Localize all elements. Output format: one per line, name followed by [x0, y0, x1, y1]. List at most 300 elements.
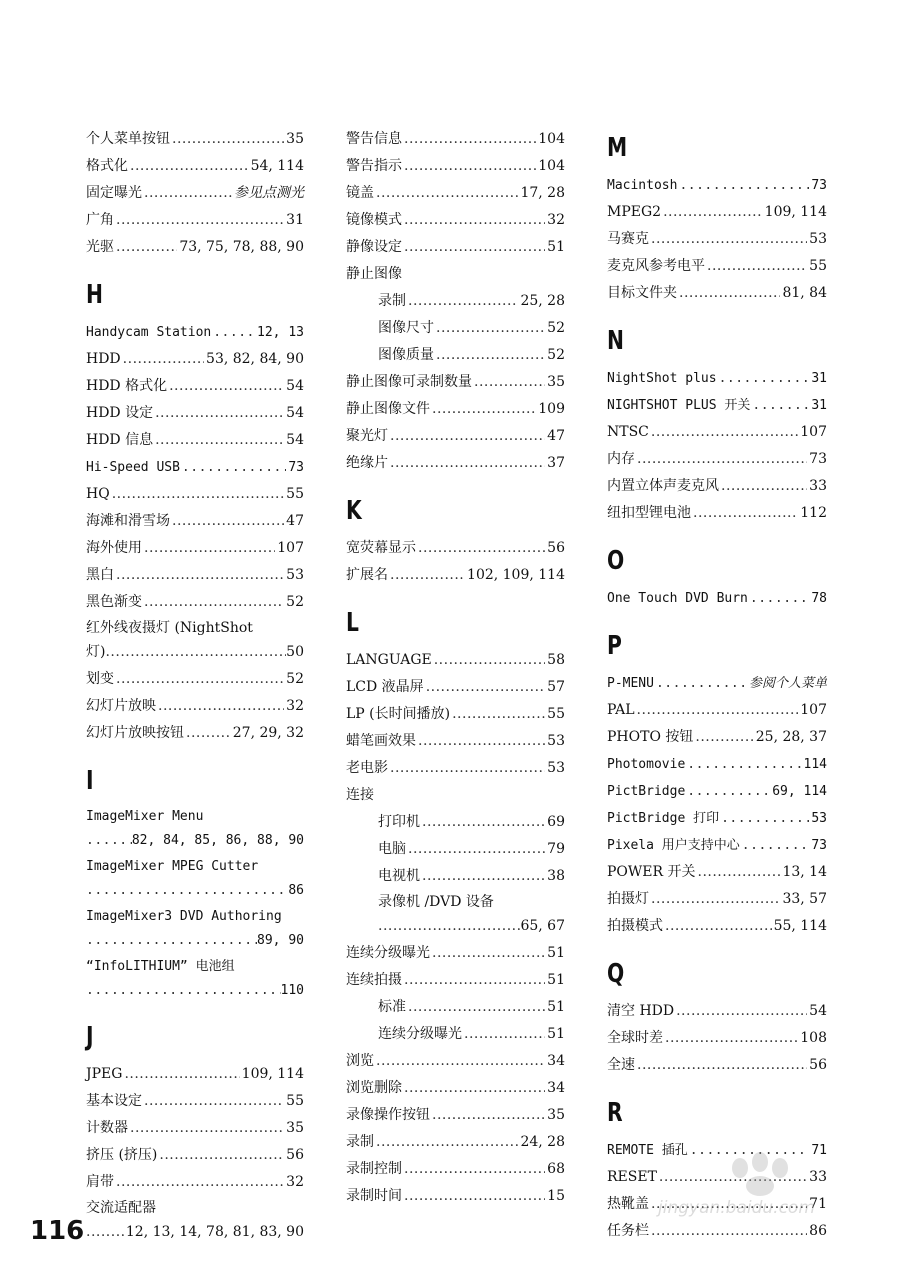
- page-ref: 54: [286, 432, 304, 448]
- index-entry: [607, 724, 827, 751]
- leader-dots: [86, 979, 281, 1003]
- page-ref: 102, 109, 114: [467, 567, 565, 583]
- index-entry: [86, 454, 304, 481]
- entry-label: 马赛克: [607, 231, 649, 247]
- leader-dots: [213, 319, 255, 346]
- leader-dots: [679, 280, 780, 307]
- leader-dots: [105, 640, 286, 664]
- leader-dots: [679, 172, 809, 199]
- entry-label-cont: 灯): [86, 644, 106, 660]
- index-entry: [346, 288, 565, 315]
- index-entry: [607, 1025, 827, 1052]
- page-ref: 114: [803, 757, 827, 772]
- index-entry: [607, 280, 827, 307]
- entry-label: 海滩和滑雪场: [86, 513, 170, 529]
- entry-label: 警告信息: [346, 131, 402, 147]
- leader-dots: [422, 863, 545, 890]
- index-entry: [346, 180, 565, 207]
- leader-dots: [404, 1156, 545, 1183]
- page-ref: 51: [547, 1026, 565, 1042]
- entry-label: ImageMixer3 DVD Authoring: [86, 909, 282, 924]
- leader-dots: [390, 450, 545, 477]
- leader-dots: [687, 778, 770, 805]
- page-ref: 25, 28, 37: [755, 729, 827, 745]
- index-entry: [607, 913, 827, 940]
- entry-continuation: [86, 640, 304, 664]
- index-entry: [86, 955, 304, 1003]
- leader-dots: [474, 369, 545, 396]
- page-ref: 25, 28: [520, 293, 565, 309]
- see-also-ref: 参阅个人菜单: [748, 676, 827, 691]
- page-ref: 12, 13, 14, 78, 81, 83, 90: [125, 1224, 304, 1240]
- page-ref: 112: [800, 505, 827, 521]
- entry-label: 挤压 (挤压): [86, 1147, 158, 1163]
- index-heading: 静止图像: [346, 266, 402, 282]
- page-ref: 51: [547, 972, 565, 988]
- entry-label: 广角: [86, 212, 114, 228]
- entry-label: 清空 HDD: [607, 1003, 675, 1019]
- entry-label: HDD 格式化: [86, 378, 168, 394]
- entry-label: 拍摄灯: [607, 891, 649, 907]
- section-letter: P: [607, 631, 622, 661]
- leader-dots: [390, 423, 545, 450]
- index-entry: [607, 697, 827, 724]
- page-ref: 34: [547, 1080, 565, 1096]
- entry-label: 扩展名: [346, 567, 388, 583]
- leader-dots: [404, 126, 536, 153]
- leader-dots: [186, 720, 231, 747]
- index-entry: [346, 755, 565, 782]
- entry-label: PHOTO 按钮: [607, 729, 694, 745]
- page-ref: 107: [277, 540, 304, 556]
- leader-dots: [426, 674, 545, 701]
- page-ref: 73: [288, 460, 304, 475]
- leader-dots: [464, 1021, 545, 1048]
- page-ref: 35: [547, 1107, 565, 1123]
- page-ref: 47: [286, 513, 304, 529]
- index-entry: [346, 1075, 565, 1102]
- page-ref: 51: [547, 945, 565, 961]
- entry-label: 幻灯片放映: [86, 698, 156, 714]
- page-ref: 89, 90: [257, 933, 304, 948]
- entry-label: REMOTE 插孔: [607, 1143, 688, 1158]
- leader-dots: [155, 427, 284, 454]
- leader-dots: [130, 153, 249, 180]
- watermark-text: jingyan.baidu.com: [658, 1198, 815, 1218]
- page-ref: 32: [286, 698, 304, 714]
- index-entry: [346, 126, 565, 153]
- page-ref: 34: [547, 1053, 565, 1069]
- entry-label: LP (长时间播放): [346, 706, 451, 722]
- index-entry: [86, 180, 304, 207]
- entry-label: ImageMixer MPEG Cutter: [86, 859, 259, 874]
- page-ref: 54: [286, 405, 304, 421]
- index-entry: [86, 805, 304, 853]
- page-ref: 52: [547, 347, 565, 363]
- leader-dots: [376, 1129, 518, 1156]
- section-letter: L: [346, 608, 359, 638]
- leader-dots: [422, 809, 545, 836]
- index-entry: [86, 400, 304, 427]
- page-ref: 109, 114: [764, 204, 827, 220]
- entry-label: PictBridge: [607, 784, 686, 799]
- leader-dots: [116, 562, 284, 589]
- page-ref: 73: [811, 838, 827, 853]
- page-ref: 71: [809, 1196, 827, 1212]
- section-letter: M: [607, 133, 628, 163]
- leader-dots: [159, 1142, 284, 1169]
- entry-label: 静止图像文件: [346, 401, 430, 417]
- entry-label: One Touch DVD Burn: [607, 591, 748, 606]
- index-entry: [346, 1021, 565, 1048]
- page-ref: 73: [809, 451, 827, 467]
- index-entry: [86, 1196, 304, 1244]
- index-entry: [607, 778, 827, 805]
- leader-dots: [637, 1052, 807, 1079]
- page-ref: 31: [811, 398, 827, 413]
- page-ref: 54: [809, 1003, 827, 1019]
- entry-label: 图像质量: [378, 347, 434, 363]
- leader-dots: [432, 396, 536, 423]
- entry-label: HDD 信息: [86, 432, 154, 448]
- leader-dots: [651, 419, 798, 446]
- entry-label: 目标文件夹: [607, 285, 677, 301]
- page-ref: 109, 114: [241, 1066, 304, 1082]
- leader-dots: [663, 199, 763, 226]
- index-entry: [86, 207, 304, 234]
- leader-dots: [408, 994, 545, 1021]
- page-ref: 55: [809, 258, 827, 274]
- leader-dots: [432, 940, 545, 967]
- page-ref: 107: [800, 424, 827, 440]
- entry-label: NTSC: [607, 424, 649, 440]
- entry-label: 录制控制: [346, 1161, 402, 1177]
- leader-dots: [719, 365, 810, 392]
- leader-dots: [169, 373, 284, 400]
- index-entry: [607, 670, 827, 697]
- index-entry: [607, 419, 827, 446]
- page-ref: 53: [547, 733, 565, 749]
- index-entry: [346, 674, 565, 701]
- index-entry: [346, 1156, 565, 1183]
- entry-label: HDD: [86, 351, 121, 367]
- leader-dots: [144, 1088, 284, 1115]
- entry-label: ImageMixer Menu: [86, 809, 204, 824]
- entry-label: 录像机 /DVD 设备: [378, 894, 494, 910]
- index-entry: [86, 481, 304, 508]
- leader-dots: [651, 226, 807, 253]
- page-ref: 24, 28: [520, 1134, 565, 1150]
- page-ref: 78: [811, 591, 827, 606]
- entry-label: 计数器: [86, 1120, 128, 1136]
- see-also-ref: 参见点测光: [234, 185, 304, 201]
- entry-continuation: [346, 914, 565, 938]
- entry-label: 聚光灯: [346, 428, 388, 444]
- index-entry: [346, 562, 565, 589]
- section-letter: O: [607, 546, 625, 576]
- page-ref: 58: [547, 652, 565, 668]
- page-ref: 17, 28: [520, 185, 565, 201]
- index-entry: [607, 172, 827, 199]
- leader-dots: [390, 562, 465, 589]
- entry-continuation: [86, 929, 304, 953]
- entry-label: Photomovie: [607, 757, 686, 772]
- leader-dots: [721, 473, 807, 500]
- page-ref: 38: [547, 868, 565, 884]
- page-ref: 79: [547, 841, 565, 857]
- leader-dots: [116, 234, 177, 261]
- index-entry: [346, 369, 565, 396]
- page-ref: 53: [809, 231, 827, 247]
- page-ref: 73, 75, 78, 88, 90: [179, 239, 304, 255]
- entry-label: 打印机: [378, 814, 420, 830]
- leader-dots: [418, 535, 545, 562]
- leader-dots: [656, 670, 747, 697]
- leader-dots: [698, 859, 781, 886]
- index-entry: [86, 1142, 304, 1169]
- leader-dots: [144, 589, 284, 616]
- entry-label: LANGUAGE: [346, 652, 432, 668]
- index-entry: [86, 720, 304, 747]
- entry-label: P-MENU: [607, 676, 654, 691]
- index-column-3: [607, 126, 827, 1245]
- entry-label: LCD 液晶屏: [346, 679, 424, 695]
- index-entry: [607, 886, 827, 913]
- page-ref: 73: [811, 178, 827, 193]
- entry-label: 内存: [607, 451, 635, 467]
- leader-dots: [172, 508, 284, 535]
- leader-dots: [408, 836, 545, 863]
- entry-label: 录制: [346, 1134, 374, 1150]
- leader-dots: [721, 805, 809, 832]
- index-entry: [607, 253, 827, 280]
- index-entry: [346, 967, 565, 994]
- index-entry: [346, 234, 565, 261]
- page-ref: 33: [809, 1169, 827, 1185]
- leader-dots: [86, 829, 132, 853]
- page-ref: 47: [547, 428, 565, 444]
- page-ref: 55: [286, 486, 304, 502]
- page-ref: 52: [547, 320, 565, 336]
- leader-dots: [112, 481, 284, 508]
- page-ref: 56: [809, 1057, 827, 1073]
- entry-label: 格式化: [86, 158, 128, 174]
- leader-dots: [750, 585, 809, 612]
- entry-label: 划变: [86, 671, 114, 687]
- page-ref: 82, 84, 85, 86, 88, 90: [131, 833, 304, 848]
- entry-label: Macintosh: [607, 178, 678, 193]
- page-ref: 53: [286, 567, 304, 583]
- entry-label: 全速: [607, 1057, 635, 1073]
- index-entry: [86, 1088, 304, 1115]
- index-entry: [346, 994, 565, 1021]
- leader-dots: [116, 1169, 284, 1196]
- page-number: 116: [30, 1216, 85, 1246]
- entry-label: 静像设定: [346, 239, 402, 255]
- entry-label: 电脑: [378, 841, 406, 857]
- entry-label: 红外线夜摄灯 (NightShot: [86, 620, 253, 636]
- entry-label: HQ: [86, 486, 110, 502]
- index-entry: [607, 199, 827, 226]
- index-entry: [346, 863, 565, 890]
- leader-dots: [172, 126, 284, 153]
- index-entry: [346, 315, 565, 342]
- entry-label: 黑色渐变: [86, 594, 142, 610]
- entry-label: 警告指示: [346, 158, 402, 174]
- index-entry: [607, 473, 827, 500]
- page-ref: 35: [286, 1120, 304, 1136]
- leader-dots: [637, 697, 799, 724]
- leader-dots: [404, 234, 545, 261]
- page-ref: 33: [809, 478, 827, 494]
- entry-label: 固定曝光: [86, 185, 142, 201]
- page-ref: 12, 13: [257, 325, 304, 340]
- leader-dots: [155, 400, 284, 427]
- index-entry: [607, 1052, 827, 1079]
- entry-label: NIGHTSHOT PLUS 开关: [607, 398, 751, 413]
- leader-dots: [144, 535, 275, 562]
- index-entry: [86, 562, 304, 589]
- index-entry: [607, 805, 827, 832]
- entry-label: 全球时差: [607, 1030, 663, 1046]
- index-entry: [86, 1169, 304, 1196]
- page-ref: 13, 14: [782, 864, 827, 880]
- entry-label: 图像尺寸: [378, 320, 434, 336]
- index-entry: [346, 342, 565, 369]
- index-entry: [346, 1183, 565, 1210]
- leader-dots: [116, 666, 284, 693]
- index-entry: [86, 589, 304, 616]
- entry-label: 连续拍摄: [346, 972, 402, 988]
- entry-label: 录像操作按钮: [346, 1107, 430, 1123]
- entry-label: 拍摄模式: [607, 918, 663, 934]
- leader-dots: [144, 180, 232, 207]
- index-entry: [86, 855, 304, 903]
- section-letter: N: [607, 326, 624, 356]
- index-entry: [86, 508, 304, 535]
- page-ref: 55, 114: [773, 918, 827, 934]
- leader-dots: [404, 207, 545, 234]
- entry-label: 老电影: [346, 760, 388, 776]
- entry-label: 宽荧幕显示: [346, 540, 416, 556]
- section-letter: H: [86, 280, 103, 310]
- index-entry: [607, 365, 827, 392]
- page-ref: 71: [811, 1143, 827, 1158]
- page-ref: 104: [538, 131, 565, 147]
- entry-label: PAL: [607, 702, 635, 718]
- page-ref: 55: [286, 1093, 304, 1109]
- leader-dots: [752, 392, 809, 419]
- leader-dots: [404, 1075, 545, 1102]
- index-entry: [86, 905, 304, 953]
- index-column-2: [346, 126, 565, 1210]
- page-ref: 35: [547, 374, 565, 390]
- index-entry: [86, 153, 304, 180]
- leader-dots: [404, 1183, 545, 1210]
- entry-label: 镜像模式: [346, 212, 402, 228]
- entry-label: Hi-Speed USB: [86, 460, 180, 475]
- index-entry: [346, 809, 565, 836]
- page-ref: 55: [547, 706, 565, 722]
- index-entry: [346, 1048, 565, 1075]
- entry-label: RESET: [607, 1169, 657, 1185]
- index-entry: [607, 859, 827, 886]
- page-ref: 109: [538, 401, 565, 417]
- index-entry: [607, 392, 827, 419]
- page-ref: 31: [811, 371, 827, 386]
- leader-dots: [116, 207, 284, 234]
- section-letter: K: [346, 496, 362, 526]
- leader-dots: [408, 288, 518, 315]
- leader-dots: [695, 724, 753, 751]
- page-ref: 57: [547, 679, 565, 695]
- entry-label: 幻灯片放映按钮: [86, 725, 184, 741]
- leader-dots: [687, 751, 801, 778]
- entry-label: 蜡笔画效果: [346, 733, 416, 749]
- leader-dots: [86, 879, 288, 903]
- entry-label: 肩带: [86, 1174, 114, 1190]
- leader-dots: [130, 1115, 284, 1142]
- index-entry: [607, 226, 827, 253]
- leader-dots: [436, 315, 545, 342]
- page-ref: 108: [800, 1030, 827, 1046]
- page-ref: 54: [286, 378, 304, 394]
- section-letter: Q: [607, 959, 625, 989]
- leader-dots: [665, 913, 772, 940]
- index-entry: [86, 234, 304, 261]
- page-ref: 31: [286, 212, 304, 228]
- leader-dots: [693, 500, 798, 527]
- leader-dots: [390, 755, 545, 782]
- entry-label: 海外使用: [86, 540, 142, 556]
- index-entry: [346, 701, 565, 728]
- entry-label: 连续分级曝光: [346, 945, 430, 961]
- index-entry: [86, 666, 304, 693]
- entry-label: 个人菜单按钮: [86, 131, 170, 147]
- entry-label: 电视机: [378, 868, 420, 884]
- entry-label: POWER 开关: [607, 864, 696, 880]
- leader-dots: [182, 454, 286, 481]
- page-ref: 53: [547, 760, 565, 776]
- page-ref: 52: [286, 594, 304, 610]
- page-ref: 56: [547, 540, 565, 556]
- page-ref: 68: [547, 1161, 565, 1177]
- index-entry: [86, 373, 304, 400]
- page-ref: 51: [547, 239, 565, 255]
- leader-dots: [418, 728, 545, 755]
- entry-label: MPEG2: [607, 204, 662, 220]
- page-ref: 65, 67: [520, 918, 565, 934]
- leader-dots: [665, 1025, 798, 1052]
- index-entry: [607, 446, 827, 473]
- index-entry: [86, 1115, 304, 1142]
- entry-label: 镜盖: [346, 185, 374, 201]
- index-entry: [346, 423, 565, 450]
- section-letter: J: [86, 1022, 94, 1052]
- section-letter: I: [86, 766, 94, 796]
- leader-dots: [158, 693, 284, 720]
- entry-label: 麦克风参考电平: [607, 258, 705, 274]
- page-ref: 51: [547, 999, 565, 1015]
- index-entry: [346, 207, 565, 234]
- section-letter: R: [607, 1098, 623, 1128]
- entry-label: 热靴盖: [607, 1196, 649, 1212]
- entry-label: Handycam Station: [86, 325, 212, 340]
- leader-dots: [404, 153, 536, 180]
- leader-dots: [637, 446, 807, 473]
- page-ref: 54, 114: [250, 158, 304, 174]
- page-ref: 33, 57: [782, 891, 827, 907]
